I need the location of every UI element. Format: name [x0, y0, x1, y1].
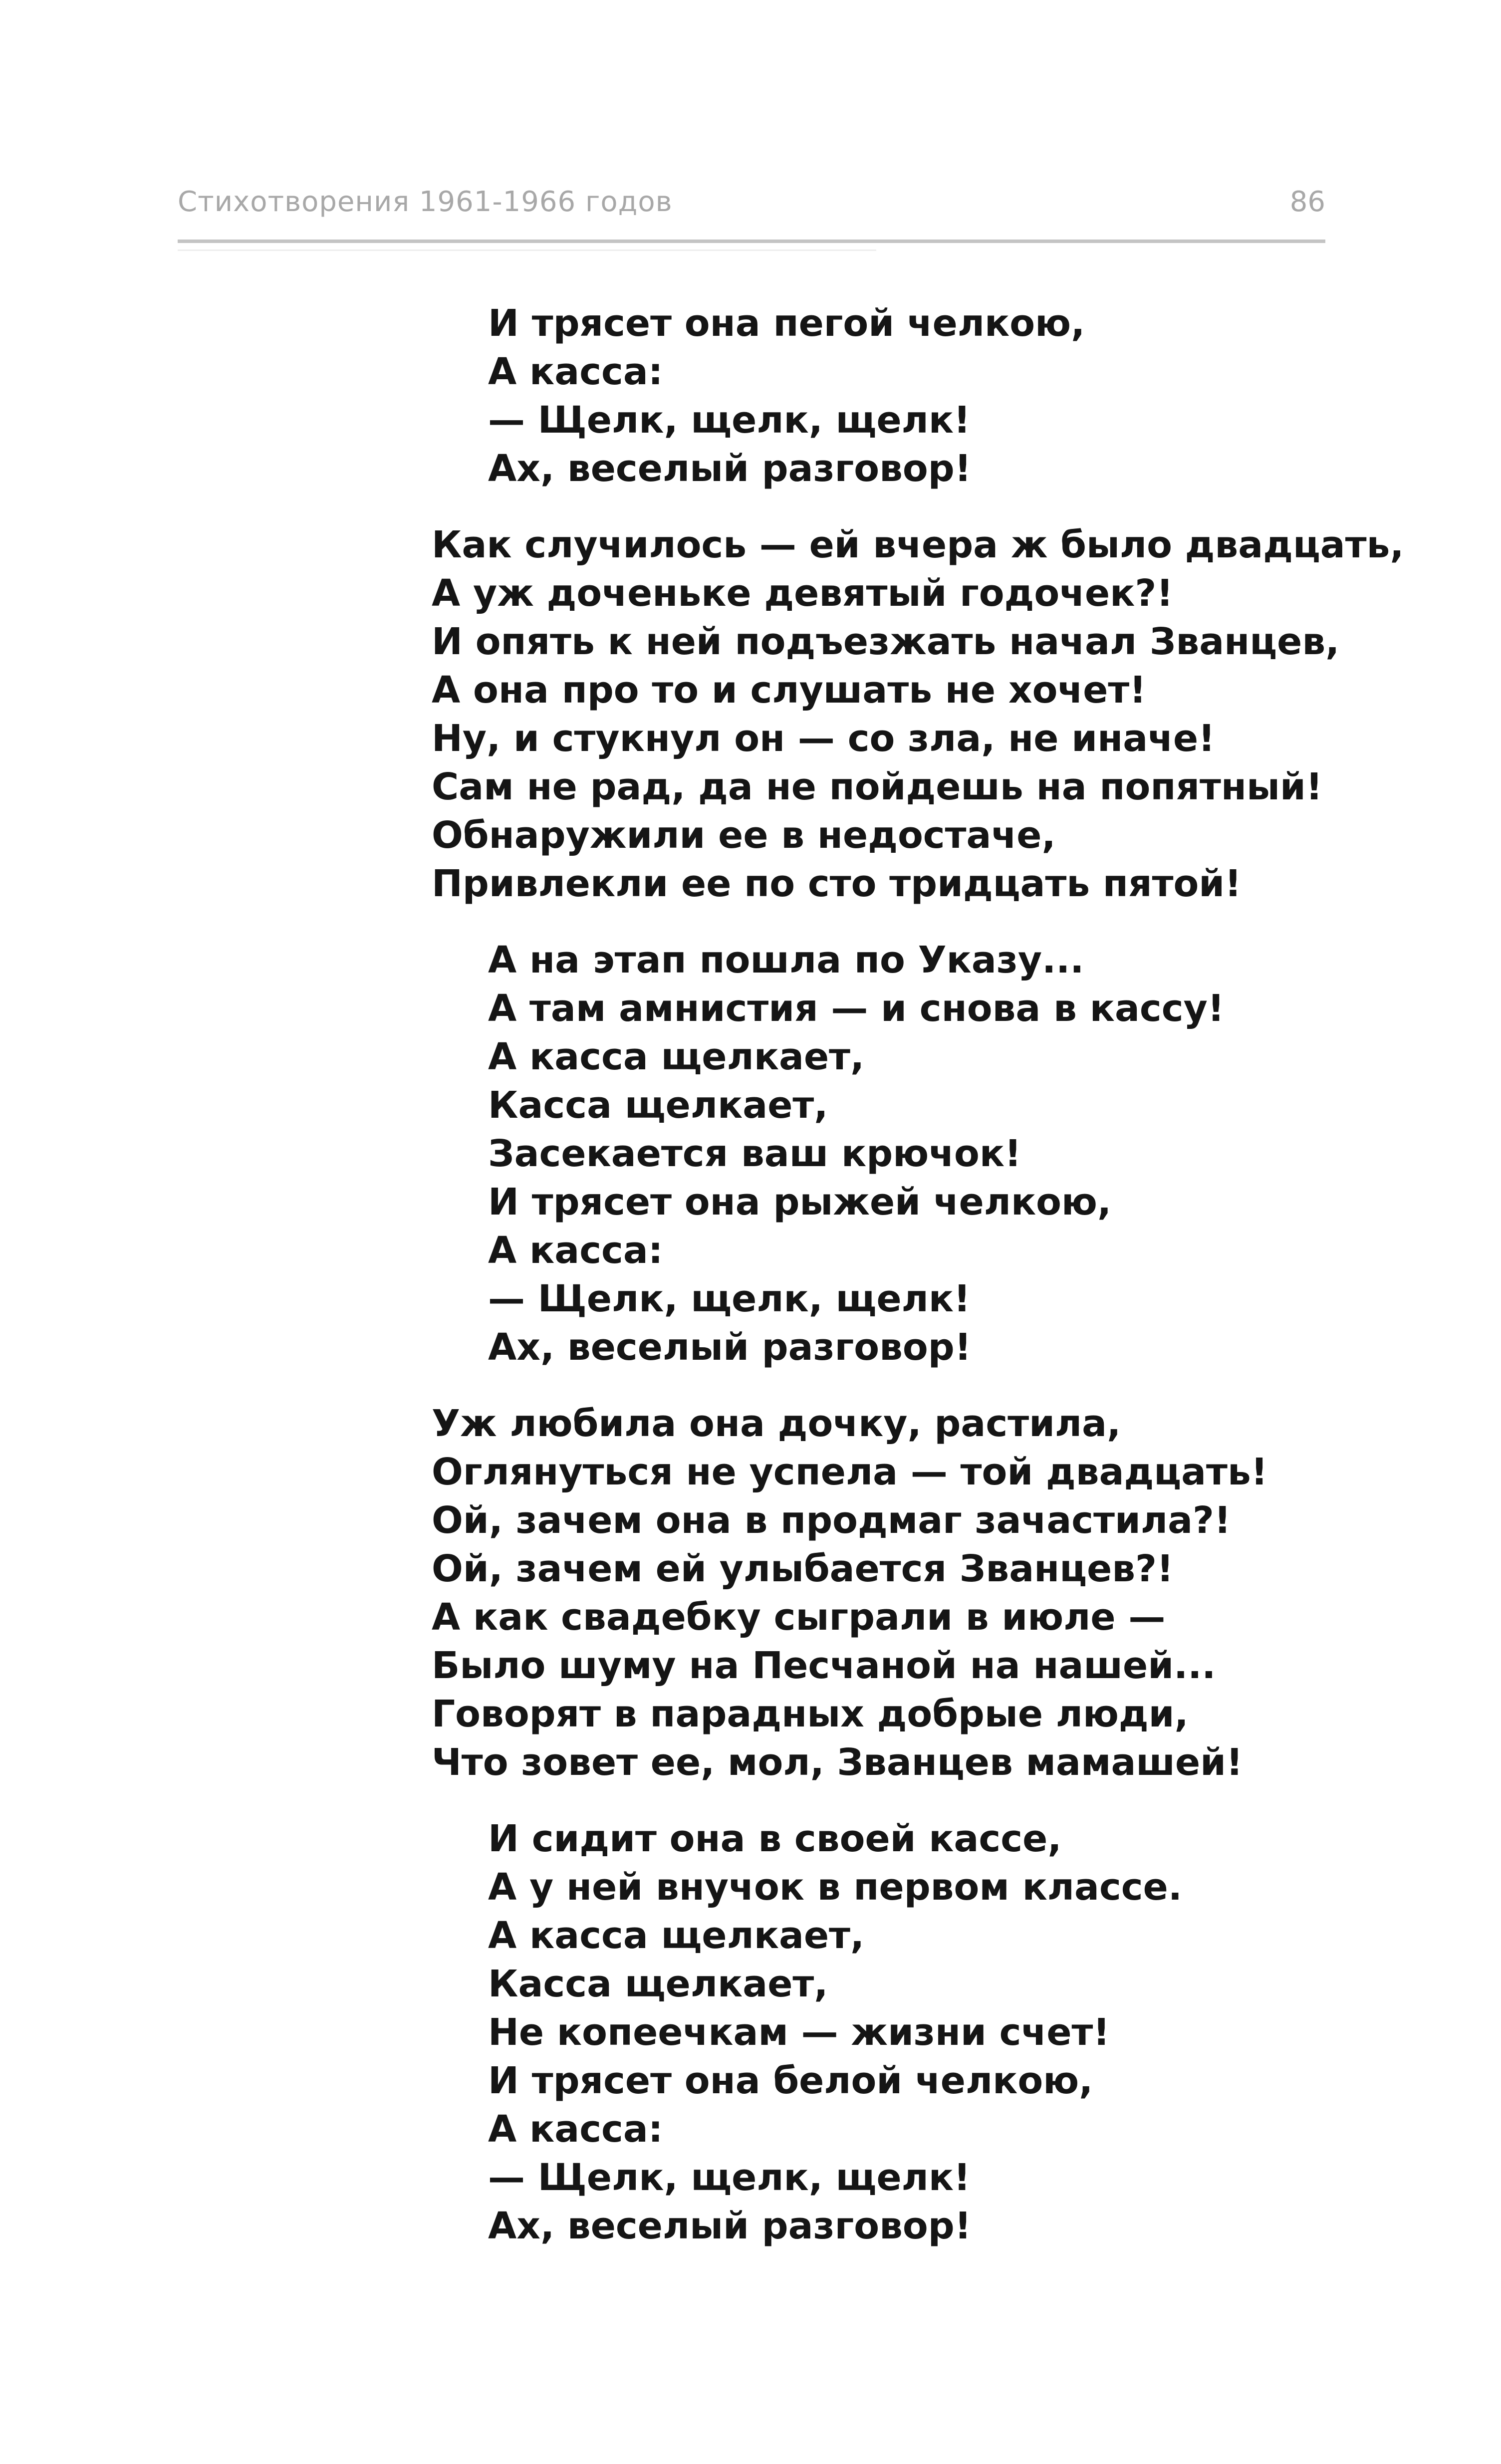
- poem-body: [0, 299, 1501, 2250]
- poem-line: И трясет она пегой челкою,: [488, 302, 1085, 345]
- poem-line: А касса:: [488, 1229, 663, 1272]
- poem-line: А касса щелкает,: [488, 1914, 865, 1957]
- header-divider: [178, 240, 1325, 243]
- poem-line: Ах, веселый разговор!: [488, 1326, 972, 1369]
- poem-line: А она про то и слушать не хочет!: [432, 669, 1147, 712]
- poem-line: А там амнистия — и снова в кассу!: [488, 987, 1225, 1030]
- poem-line: А касса:: [488, 350, 663, 393]
- poem-line: — Щелк, щелк, щелк!: [488, 399, 971, 442]
- stanza-refrain: [0, 1815, 1501, 2250]
- running-header-title: Стихотворения 1961-1966 годов: [178, 186, 673, 218]
- poem-line: Что зовет ее, мол, Званцев мамашей!: [432, 1741, 1243, 1784]
- poem-line: Не копеечкам — жизни счет!: [488, 2011, 1110, 2054]
- poem-line: А касса щелкает,: [488, 1035, 865, 1078]
- stanza-verse: [0, 521, 1501, 908]
- stanza-verse: [0, 1400, 1501, 1787]
- header-divider-shadow: [178, 249, 876, 251]
- poem-line: Касса щелкает,: [488, 1084, 828, 1127]
- poem-line: Уж любила она дочку, растила,: [432, 1402, 1121, 1445]
- page-number: 86: [1289, 186, 1325, 218]
- poem-line: А касса:: [488, 2108, 663, 2151]
- poem-line: — Щелк, щелк, щелк!: [488, 1277, 971, 1320]
- poem-line: Ой, зачем ей улыбается Званцев?!: [432, 1547, 1174, 1590]
- poem-line: Говорят в парадных добрые люди,: [432, 1693, 1189, 1735]
- poem-line: А как свадебку сыграли в июле —: [432, 1596, 1166, 1639]
- stanza-refrain: [0, 299, 1501, 493]
- poem-line: А уж доченьке девятый годочек?!: [432, 572, 1174, 615]
- poem-line: Как случилось — ей вчера ж было двадцать,: [432, 523, 1404, 566]
- poem-line: И трясет она белой челкою,: [488, 2059, 1093, 2102]
- poem-line: Ой, зачем она в продмаг зачастила?!: [432, 1499, 1231, 1542]
- poem-line: И опять к ней подъезжать начал Званцев,: [432, 620, 1340, 663]
- poem-line: Засекается ваш крючок!: [488, 1132, 1021, 1175]
- poem-line: Сам не рад, да не пойдешь на попятный!: [432, 765, 1323, 808]
- poem-line: Обнаружили ее в недостаче,: [432, 814, 1056, 857]
- poem-line: И трясет она рыжей челкою,: [488, 1181, 1112, 1224]
- poem-line: Ах, веселый разговор!: [488, 447, 972, 490]
- poem-line: — Щелк, щелк, щелк!: [488, 2156, 971, 2199]
- poem-line: И сидит она в своей кассе,: [488, 1817, 1062, 1860]
- poem-line: Ах, веселый разговор!: [488, 2205, 972, 2247]
- stanza-refrain: [0, 936, 1501, 1372]
- poem-line: А у ней внучок в первом классе.: [488, 1866, 1182, 1909]
- poem-line: Касса щелкает,: [488, 1963, 828, 2005]
- poem-line: А на этап пошла по Указу...: [488, 939, 1084, 982]
- poem-line: Привлекли ее по сто тридцать пятой!: [432, 862, 1242, 905]
- running-header: [178, 182, 1325, 222]
- poem-line: Оглянуться не успела — той двадцать!: [432, 1451, 1268, 1493]
- poem-line: Ну, и стукнул он — со зла, не иначе!: [432, 717, 1215, 760]
- poem-line: Было шуму на Песчаной на нашей...: [432, 1644, 1216, 1687]
